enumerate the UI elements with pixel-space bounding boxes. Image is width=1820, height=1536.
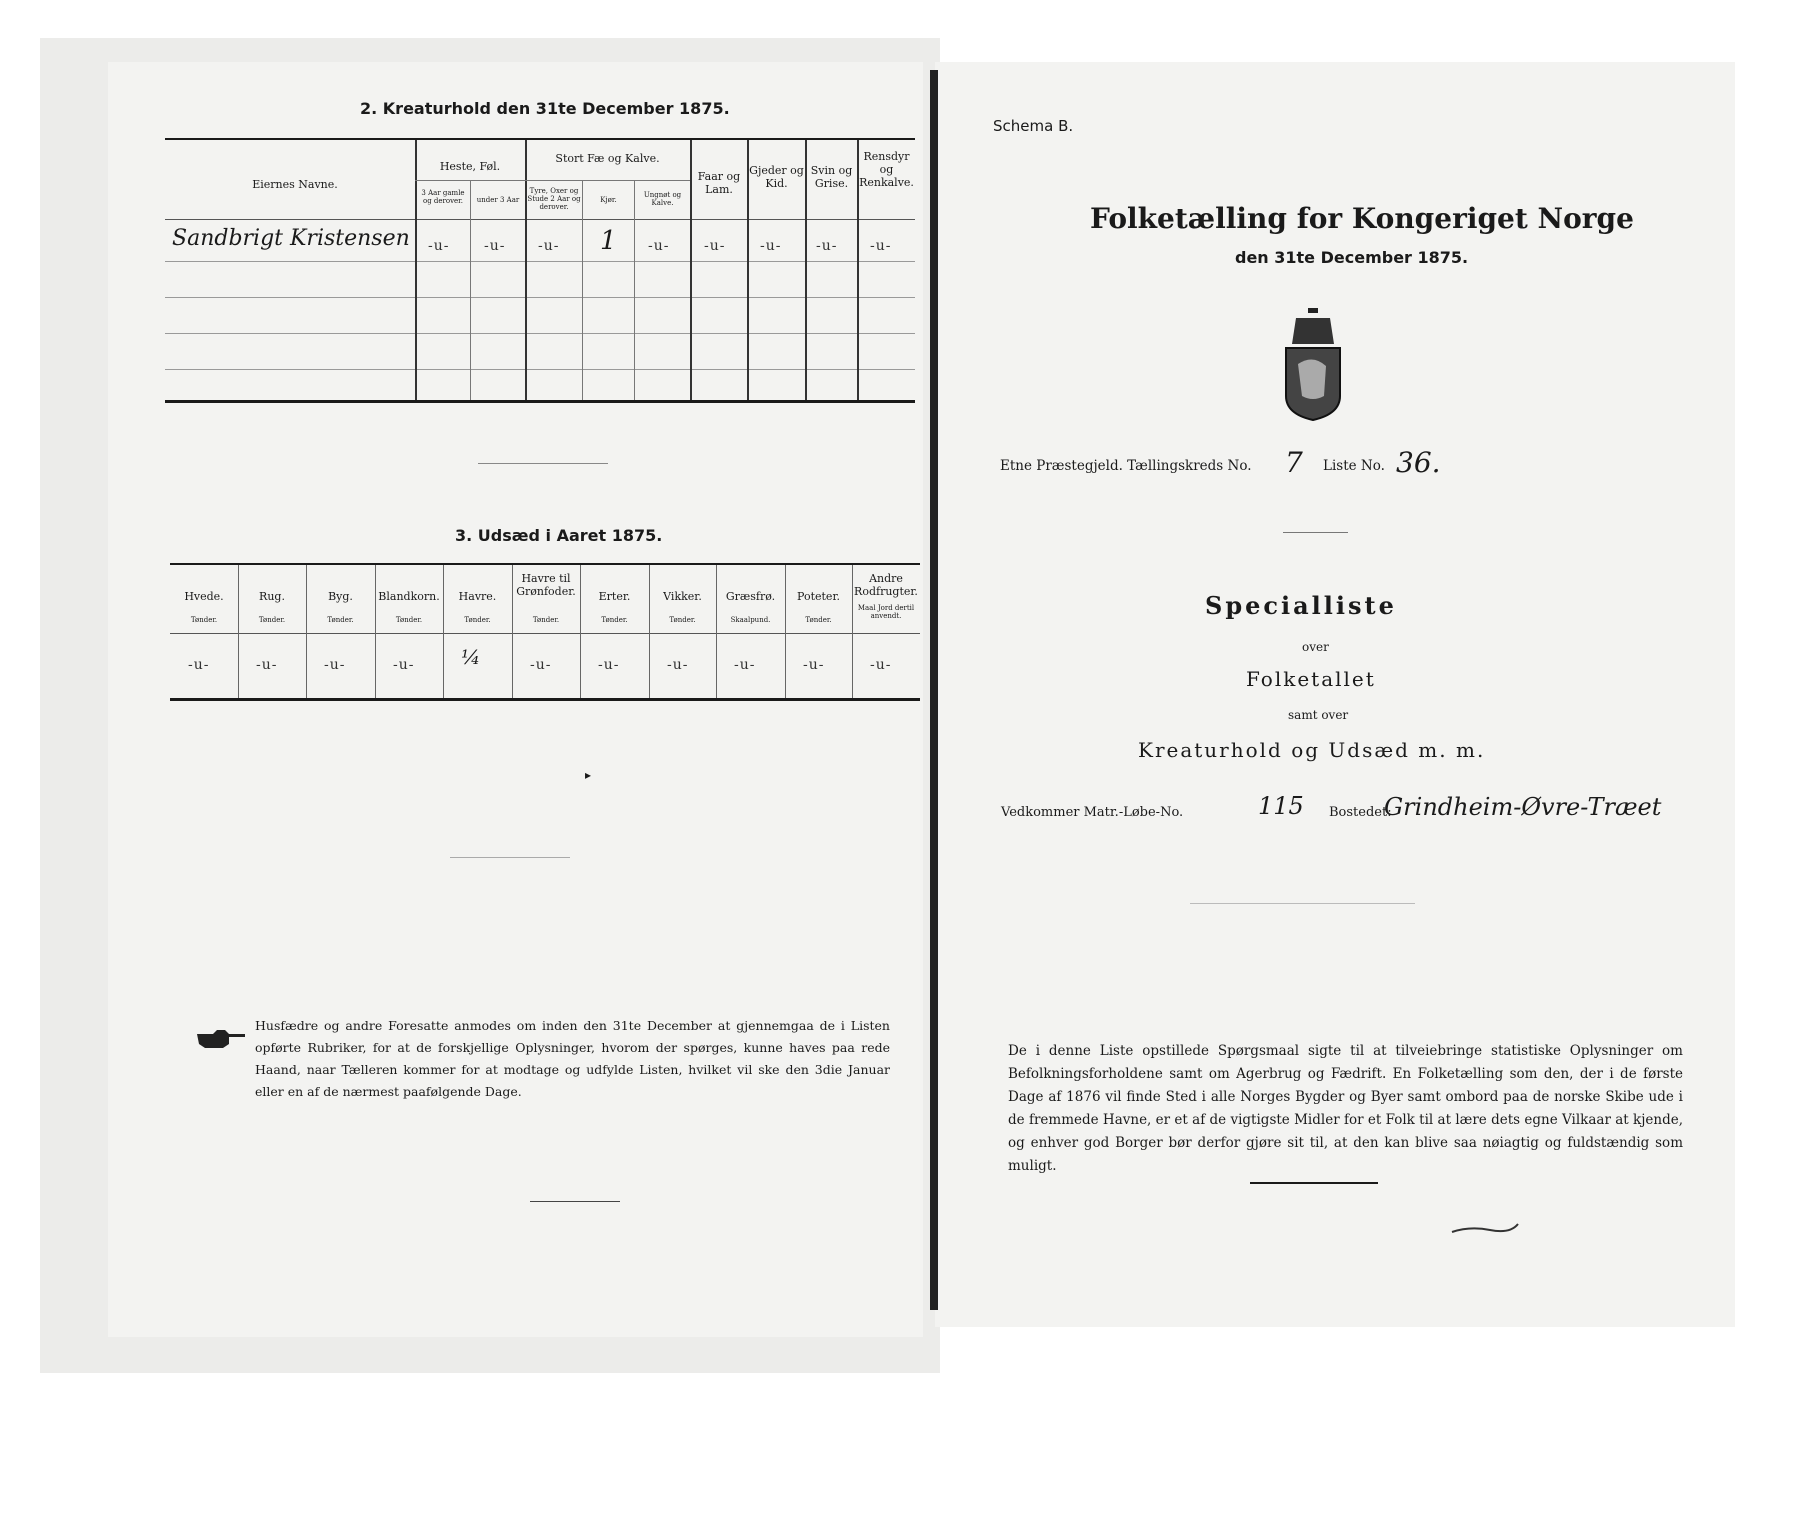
header-owner-names: Eiernes Navne. [252,178,338,191]
crop-header: Græsfrø. [725,590,776,603]
crop-value: -u- [803,657,825,673]
table2-col-rule [582,180,583,400]
subtitle: den 31te December 1875. [1235,248,1469,267]
crop-header: Havre. [458,590,497,603]
main-title: Folketælling for Kongeriget Norge [1090,202,1634,235]
value-goats: -u- [760,238,782,254]
value-horses-under3: -u- [484,238,506,254]
info-paragraph: De i denne Liste opstillede Spørgsmaal sigte til at tilveiebringe statistiske Oplysninger om Befolkningsforholdene samt om Agerbrug og Fædrift. En Folketælling som den, der i de første Dage af 1876 vil finde Sted i alle Norges Bygder og Byer samt ombord paa de norske Skibe ude i de fremmede Havne, er et af de vigtigste Midler for et Folk til at lære dets egne Vilkaar at kjende, og enhver god Borger bør derfor gjøre sit til, at den kan blive saa nøiagtig og fuldstændig som muligt. [1008,1043,1683,1174]
crop-header: Hvede. [184,590,224,603]
value-bulls: -u- [538,238,560,254]
crop-value: -u- [324,657,346,673]
crop-value: -u- [393,657,415,673]
crop-value: -u- [188,657,210,673]
crop-value: -u- [734,657,756,673]
separator [530,1201,620,1202]
pointing-hand-icon [195,1028,247,1050]
crop-value: -u- [256,657,278,673]
table3-col-rule [716,565,717,698]
value-pigs: -u- [816,238,838,254]
header-young-cattle: Ungnøt og Kalve. [643,191,682,207]
crop-unit: Tønder. [190,616,218,624]
table3-col-rule [238,565,239,698]
table2-row-rule [165,297,915,298]
separator [1250,1182,1378,1184]
crop-unit: Skaalpund. [730,616,771,624]
separator [1283,532,1348,533]
folketallet-heading: Folketallet [1246,667,1376,691]
value-young-cattle: -u- [648,238,670,254]
table2-col-rule [415,140,417,400]
crop-unit: Tønder. [532,616,560,624]
table2-row-rule [165,369,915,370]
value-horses-3yr: -u- [428,238,450,254]
table2-col-rule [525,140,527,400]
stamp-mark [1450,1220,1520,1236]
crop-header: Erter. [598,590,631,603]
table3-header-rule [170,633,920,634]
mark: ▸ [585,768,592,782]
table3-bottom-rule [170,698,920,701]
header-goats: Gjeder og Kid. [749,164,804,190]
owner-name: Sandbrigt Kristensen [172,226,410,251]
header-pigs: Svin og Grise. [810,164,853,190]
crop-unit: Tønder. [258,616,286,624]
header-cattle: Stort Fæ og Kalve. [555,152,660,165]
notice-text: Husfædre og andre Foresatte anmodes om inden den 31te December at gjennemgaa de i Listen opførte Rubriker, for at de forskjellige Oplysninger, hvorom der spørges, kunne haves paa rede Haand, naar Tælleren kommer for at modtage og udfylde Listen, hvilket vil ske den 3die Januar eller en af de nærmest paafølgende Dage. [255,1018,890,1099]
liste-number: 36. [1396,446,1441,479]
crop-header: Havre til Grønfoder. [516,572,576,598]
crop-value: ¼ [461,645,481,669]
section2-title: 2. Kreaturhold den 31te December 1875. [360,99,730,118]
separator [450,857,570,858]
table3-col-rule [443,565,444,698]
crop-unit: Tønder. [464,616,491,624]
crop-header: Blandkorn. [378,590,440,603]
table3-col-rule [375,565,376,698]
crop-unit: Maal Jord dertil anvendt. [857,604,915,620]
crop-header: Byg. [328,590,353,603]
crop-value: -u- [598,657,620,673]
table2-header-rule [165,219,915,220]
bosted-value: Grindheim-Øvre-Træet [1384,793,1662,821]
over-text-1: over [1302,640,1329,654]
value-sheep: -u- [704,238,726,254]
table2-col-rule [470,180,471,400]
matr-number: 115 [1258,792,1304,820]
value-cows: 1 [600,226,617,256]
table3-top-rule [170,563,920,565]
crop-unit: Tønder. [327,616,354,624]
table3-col-rule [649,565,650,698]
crop-unit: Tønder. [805,616,832,624]
separator [478,463,608,464]
header-horses-3yr: 3 Aar gamle og derover. [421,189,465,205]
crop-unit: Tønder. [669,616,696,624]
crop-header: Vikker. [663,590,702,603]
table2-top-rule [165,138,915,140]
table2-group-rule [415,180,690,181]
value-reindeer: -u- [870,238,892,254]
samt-over-text: samt over [1288,708,1349,722]
table2-bottom-rule [165,400,915,403]
header-sheep: Faar og Lam. [697,170,741,196]
header-reindeer: Rensdyr og Renkalve. [859,150,914,189]
header-horses-under3: under 3 Aar [476,196,520,204]
section3-title: 3. Udsæd i Aaret 1875. [455,526,663,545]
table2-row-rule [165,261,915,262]
header-horses: Heste, Føl. [439,160,501,173]
table2-row-rule [165,333,915,334]
table3-col-rule [580,565,581,698]
prestegjeld-label: Etne Præstegjeld. Tællingskreds No. [1000,458,1252,474]
header-bulls: Tyre, Oxer og Stude 2 Aar og derover. [527,187,581,211]
crop-unit: Tønder. [601,616,628,624]
crop-header: Rug. [259,590,285,603]
kreaturhold-heading: Kreaturhold og Udsæd m. m. [1138,738,1486,762]
table2-col-rule [634,180,635,400]
coat-of-arms-icon [1280,304,1346,422]
table3-col-rule [306,565,307,698]
header-cows: Kjør. [600,196,617,204]
crop-header: Poteter. [797,590,840,603]
matr-label: Vedkommer Matr.-Løbe-No. [1001,805,1184,820]
crop-header: Andre Rodfrugter. [854,572,918,598]
liste-label: Liste No. [1323,458,1385,474]
specialliste-heading: Specialliste [1205,591,1397,620]
crop-value: -u- [530,657,552,673]
table3-col-rule [785,565,786,698]
schema-label: Schema B. [993,117,1074,135]
crop-value: -u- [870,657,892,673]
page-divider [930,70,938,1310]
kreds-number: 7 [1285,446,1303,479]
bosted-label: Bostedet: [1329,805,1392,820]
separator [1190,903,1415,904]
crop-value: -u- [667,657,689,673]
crop-unit: Tønder. [395,616,423,624]
